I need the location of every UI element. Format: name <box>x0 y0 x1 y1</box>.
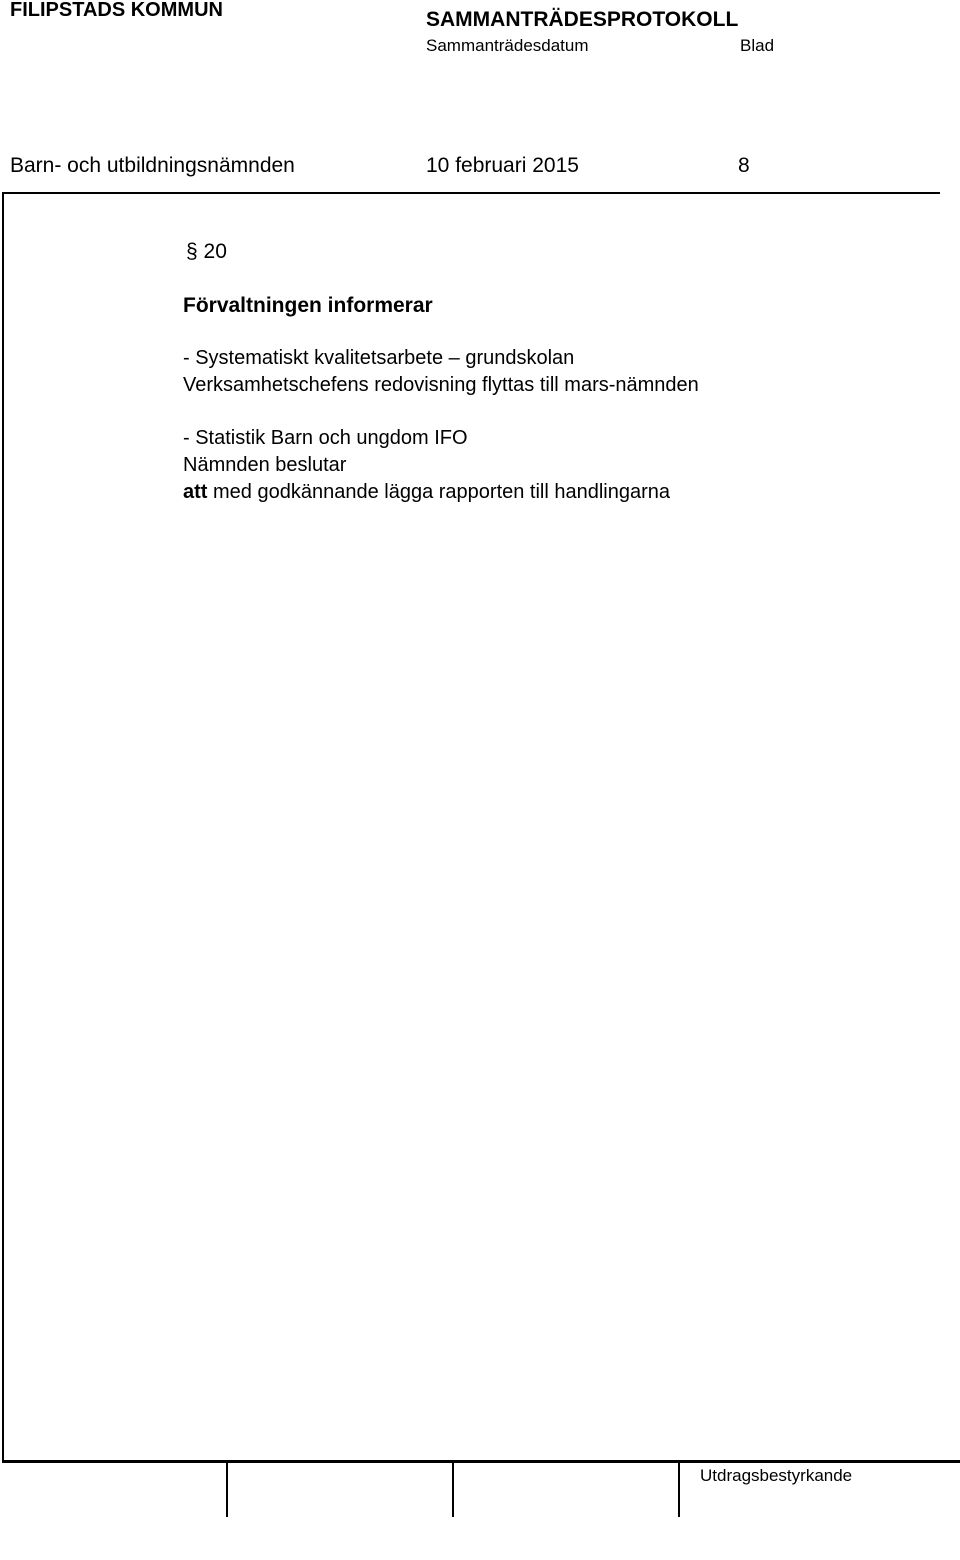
meeting-date-label: Sammanträdesdatum <box>426 36 589 55</box>
page-label: Blad <box>740 36 775 55</box>
signature-box-divider <box>452 1462 454 1517</box>
document-title: SAMMANTRÄDESPROTOKOLL <box>426 8 739 31</box>
certification-label: Utdragsbestyrkande <box>700 1466 853 1485</box>
decision-text <box>183 481 670 504</box>
decision-intro: Nämnden beslutar <box>183 454 347 476</box>
decision-body: med godkännande lägga rapporten till handlingarna <box>207 481 671 503</box>
meeting-date: 10 februari 2015 <box>426 154 579 177</box>
signature-box-divider <box>678 1462 680 1517</box>
signature-box-divider <box>226 1462 228 1517</box>
agenda-item: - Systematiskt kvalitetsarbete – grundskolan <box>183 347 575 369</box>
committee-name: Barn- och utbildningsnämnden <box>10 154 295 177</box>
bottom-divider <box>2 1460 960 1463</box>
paragraph-number: § 20 <box>186 240 227 263</box>
agenda-item-note: Verksamhetschefens redovisning flyttas till mars-nämnden <box>183 374 699 396</box>
page-number: 8 <box>738 154 750 177</box>
section-title: Förvaltningen informerar <box>183 294 433 317</box>
left-margin-rule <box>2 192 4 1462</box>
decision-keyword: att <box>183 481 208 503</box>
top-divider <box>2 192 940 194</box>
agenda-item: - Statistik Barn och ungdom IFO <box>183 427 468 449</box>
organization-name: FILIPSTADS KOMMUN <box>10 0 223 21</box>
